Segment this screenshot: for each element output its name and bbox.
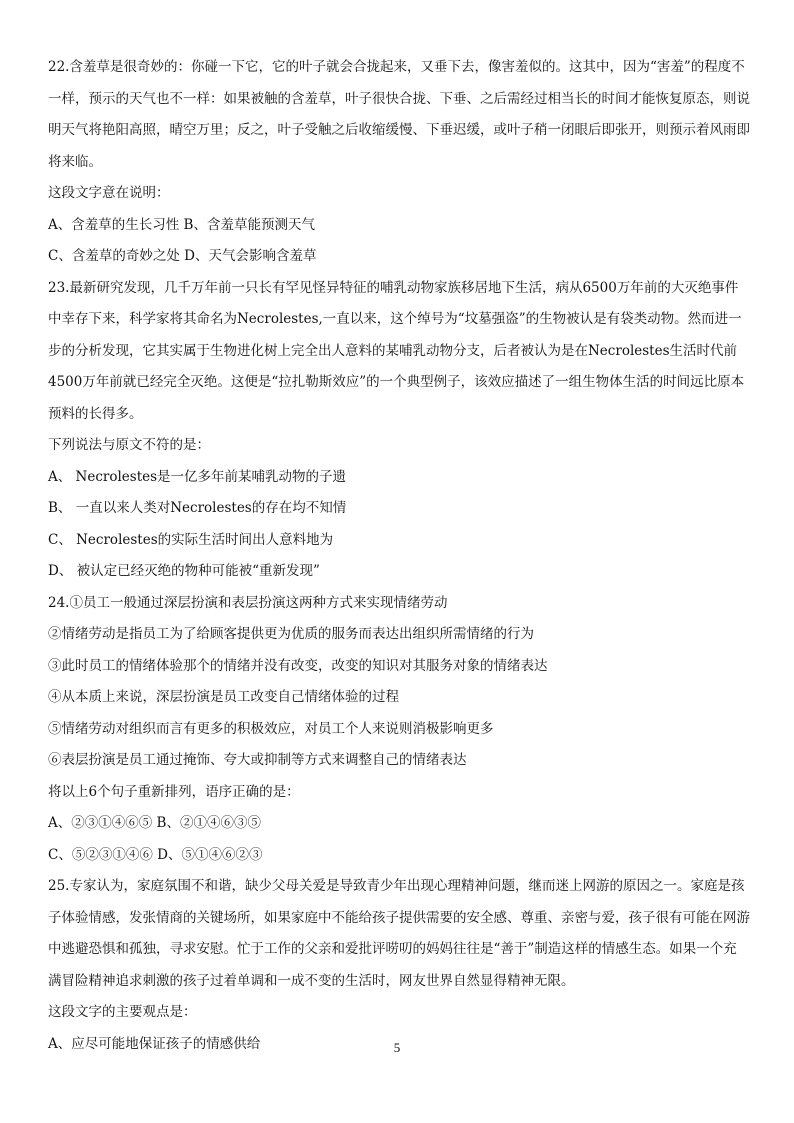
q22-prompt: 这段文字意在说明： [48, 185, 170, 201]
q24-sentence-1: 24.①员工一般通过深层扮演和表层扮演这两种方式来实现情绪劳动 [48, 594, 448, 611]
q24-sentence-4: ④从本质上来说，深层扮演是员工改变自己情绪体验的过程 [48, 689, 399, 705]
q23-prompt: 下列说法与原文不符的是： [48, 437, 210, 453]
q24-options-cd: C、⑤②③①④⑥ D、⑤①④⑥②③ [48, 846, 263, 863]
q23-option-c: C、 Necrolestes的实际生活时间出人意料地为 [48, 531, 334, 548]
q24-sentence-6: ⑥表层扮演是员工通过掩饰、夸大或抑制等方式来调整自己的情绪表达 [48, 752, 467, 768]
q24-sentence-2: ②情绪劳动是指员工为了给顾客提供更为优质的服务而表达出组织所需情绪的行为 [48, 626, 534, 642]
q25-option-a: A、应尽可能地保证孩子的情感供给 [48, 1035, 261, 1052]
q24-sentence-3: ③此时员工的情绪体验那个的情绪并没有改变，改变的知识对其服务对象的情绪表达 [48, 657, 548, 674]
q25-stem: 25.专家认为，家庭氛围不和谐，缺少父母关爱是导致青少年出现心理精神问题，继而迷上网游的原因之一。家庭是孩子体验情感，发张情商的关键场所，如果家庭中不能给孩子提供需要的安全感、尊重、亲密与爱，孩子很有可能在网游中逃避恐惧和孤独，寻求安慰。忙于工作的父亲和爱批评唠叨的妈妈往往是“善于”制造这样的情感生态。如果一个充满冒险精神追求刺激的孩子过着单调和一成不变的生活时，网友世界自然显得精神无限。 [48, 878, 750, 989]
q22-stem: 22.含羞草是很奇妙的：你碰一下它，它的叶子就会合拢起来，又垂下去，像害羞似的。这其中，因为“害羞”的程度不一样，预示的天气也不一样：如果被触的含羞草，叶子很快合拢、下垂、之后需经过相当长的时间才能恢复原态，则说明天气将艳阳高照，晴空万里；反之，叶子受触之后收缩缓慢、下垂迟缓，或叶子稍一闭眼后即张开，则预示着风雨即将来临。 [48, 59, 750, 170]
q22-options-ab: A、含羞草的生长习性 B、含羞草能预测天气 [48, 216, 315, 233]
q24-sentence-5: ⑤情绪劳动对组织而言有更多的积极效应，对员工个人来说则消极影响更多 [48, 720, 494, 737]
q23-option-d: D、 被认定已经灭绝的物种可能被“重新发现” [48, 563, 320, 579]
q23-option-a: A、 Necrolestes是一亿多年前某哺乳动物的子遗 [48, 468, 347, 485]
page-number: 5 [393, 1040, 401, 1055]
q24-prompt: 将以上6个句子重新排列，语序正确的是： [48, 783, 300, 800]
q24-options-ab: A、②③①④⑥⑤ B、②①④⑥③⑤ [48, 815, 261, 831]
q25-prompt: 这段文字的主要观点是： [48, 1004, 197, 1020]
document-body [48, 52, 750, 1060]
q23-stem: 23.最新研究发现，几千万年前一只长有罕见怪异特征的哺乳动物家族移居地下生活，病从6500万年前的大灭绝事件中幸存下来，科学家将其命名为Necrolestes,一直以来，这个绰号为“坟墓强盗”的生物被认是有袋类动物。然而进一步的分析发现，它其实属于生物进化树上完全出人意料的某哺乳动物分支，后者被认为是在Necrolestes生活时代前4500万年前就已经完全灭绝。这便是“拉扎勒斯效应”的一个典型例子，该效应描述了一组生物体生活的时间远比原本预料的长得多。 [48, 279, 745, 422]
q22-options-cd: C、含羞草的奇妙之处 D、天气会影响含羞草 [48, 248, 317, 264]
q23-option-b: B、 一直以来人类对Necrolestes的存在均不知情 [48, 500, 347, 516]
